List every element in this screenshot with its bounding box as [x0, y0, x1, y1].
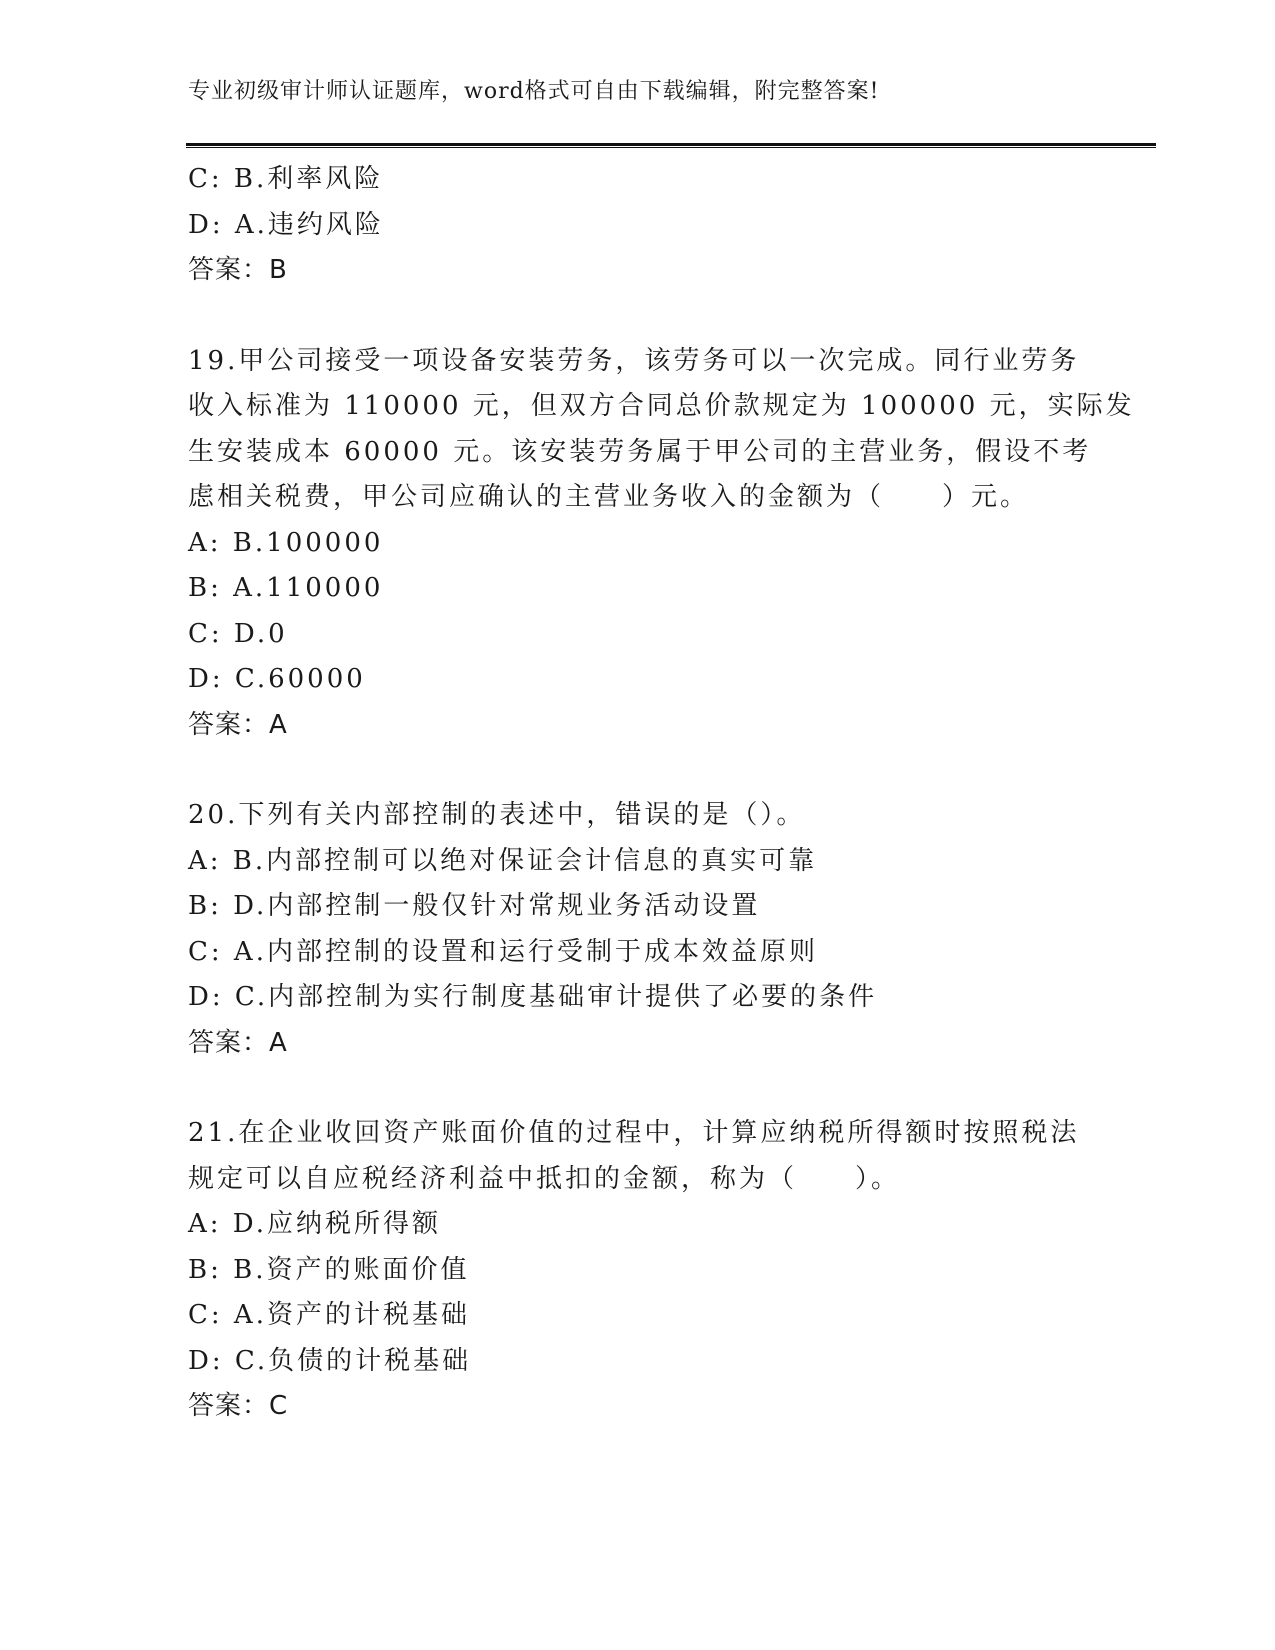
option-c: C: A.资产的计税基础: [188, 1300, 470, 1330]
question-text-line: 生安装成本 60000 元。该安装劳务属于甲公司的主营业务，假设不考: [188, 436, 1092, 467]
question-text-line: 21.在企业收回资产账面价值的过程中，计算应纳税所得额时按照税法: [188, 1118, 1080, 1148]
option-a: A: B.内部控制可以绝对保证会计信息的真实可靠: [188, 845, 818, 876]
option-d: D: C.60000: [188, 664, 366, 694]
answer-line: 答案：B: [188, 255, 288, 285]
option-c: C: D.0: [188, 618, 288, 649]
page-header: 专业初级审计师认证题库，word格式可自由下载编辑，附完整答案!: [188, 79, 880, 104]
option-d: D: C.内部控制为实行制度基础审计提供了必要的条件: [188, 982, 878, 1012]
question-20: [188, 793, 1088, 1066]
question-text-line: 收入标准为 110000 元，但双方合同总价款规定为 100000 元，实际发: [188, 391, 1135, 421]
question-19: [188, 339, 1135, 749]
question-text-line: 虑相关税费，甲公司应确认的主营业务收入的金额为（ ）元。: [188, 482, 1030, 512]
spacer: [188, 1066, 1088, 1111]
option-d: D: A.违约风险: [188, 209, 384, 240]
question-18-tail: [188, 157, 1088, 294]
question-text-line: 19.甲公司接受一项设备安装劳务，该劳务可以一次完成。同行业劳务: [188, 345, 1080, 376]
option-c: C: A.内部控制的设置和运行受制于成本效益原则: [188, 936, 818, 967]
option-b: B: B.资产的账面价值: [188, 1254, 470, 1285]
answer-line: 答案：C: [188, 1391, 289, 1421]
option-a: A: D.应纳税所得额: [188, 1209, 441, 1239]
spacer: [188, 748, 1088, 793]
question-21: [188, 1111, 1088, 1430]
option-b: B: A.110000: [188, 573, 384, 603]
answer-line: 答案：A: [188, 709, 288, 740]
question-list: [188, 157, 1135, 1430]
answer-line: 答案：A: [188, 1027, 288, 1058]
option-b: B: D.内部控制一般仅针对常规业务活动设置: [188, 891, 761, 921]
option-d: D: C.负债的计税基础: [188, 1345, 472, 1376]
option-c: C: B.利率风险: [188, 164, 384, 194]
header-divider: [186, 143, 1156, 148]
question-text-line: 20.下列有关内部控制的表述中，错误的是（）。: [188, 800, 806, 830]
option-a: A: B.100000: [188, 527, 384, 558]
question-text-line: 规定可以自应税经济利益中抵扣的金额，称为（ ）。: [188, 1163, 901, 1194]
spacer: [188, 294, 1088, 339]
